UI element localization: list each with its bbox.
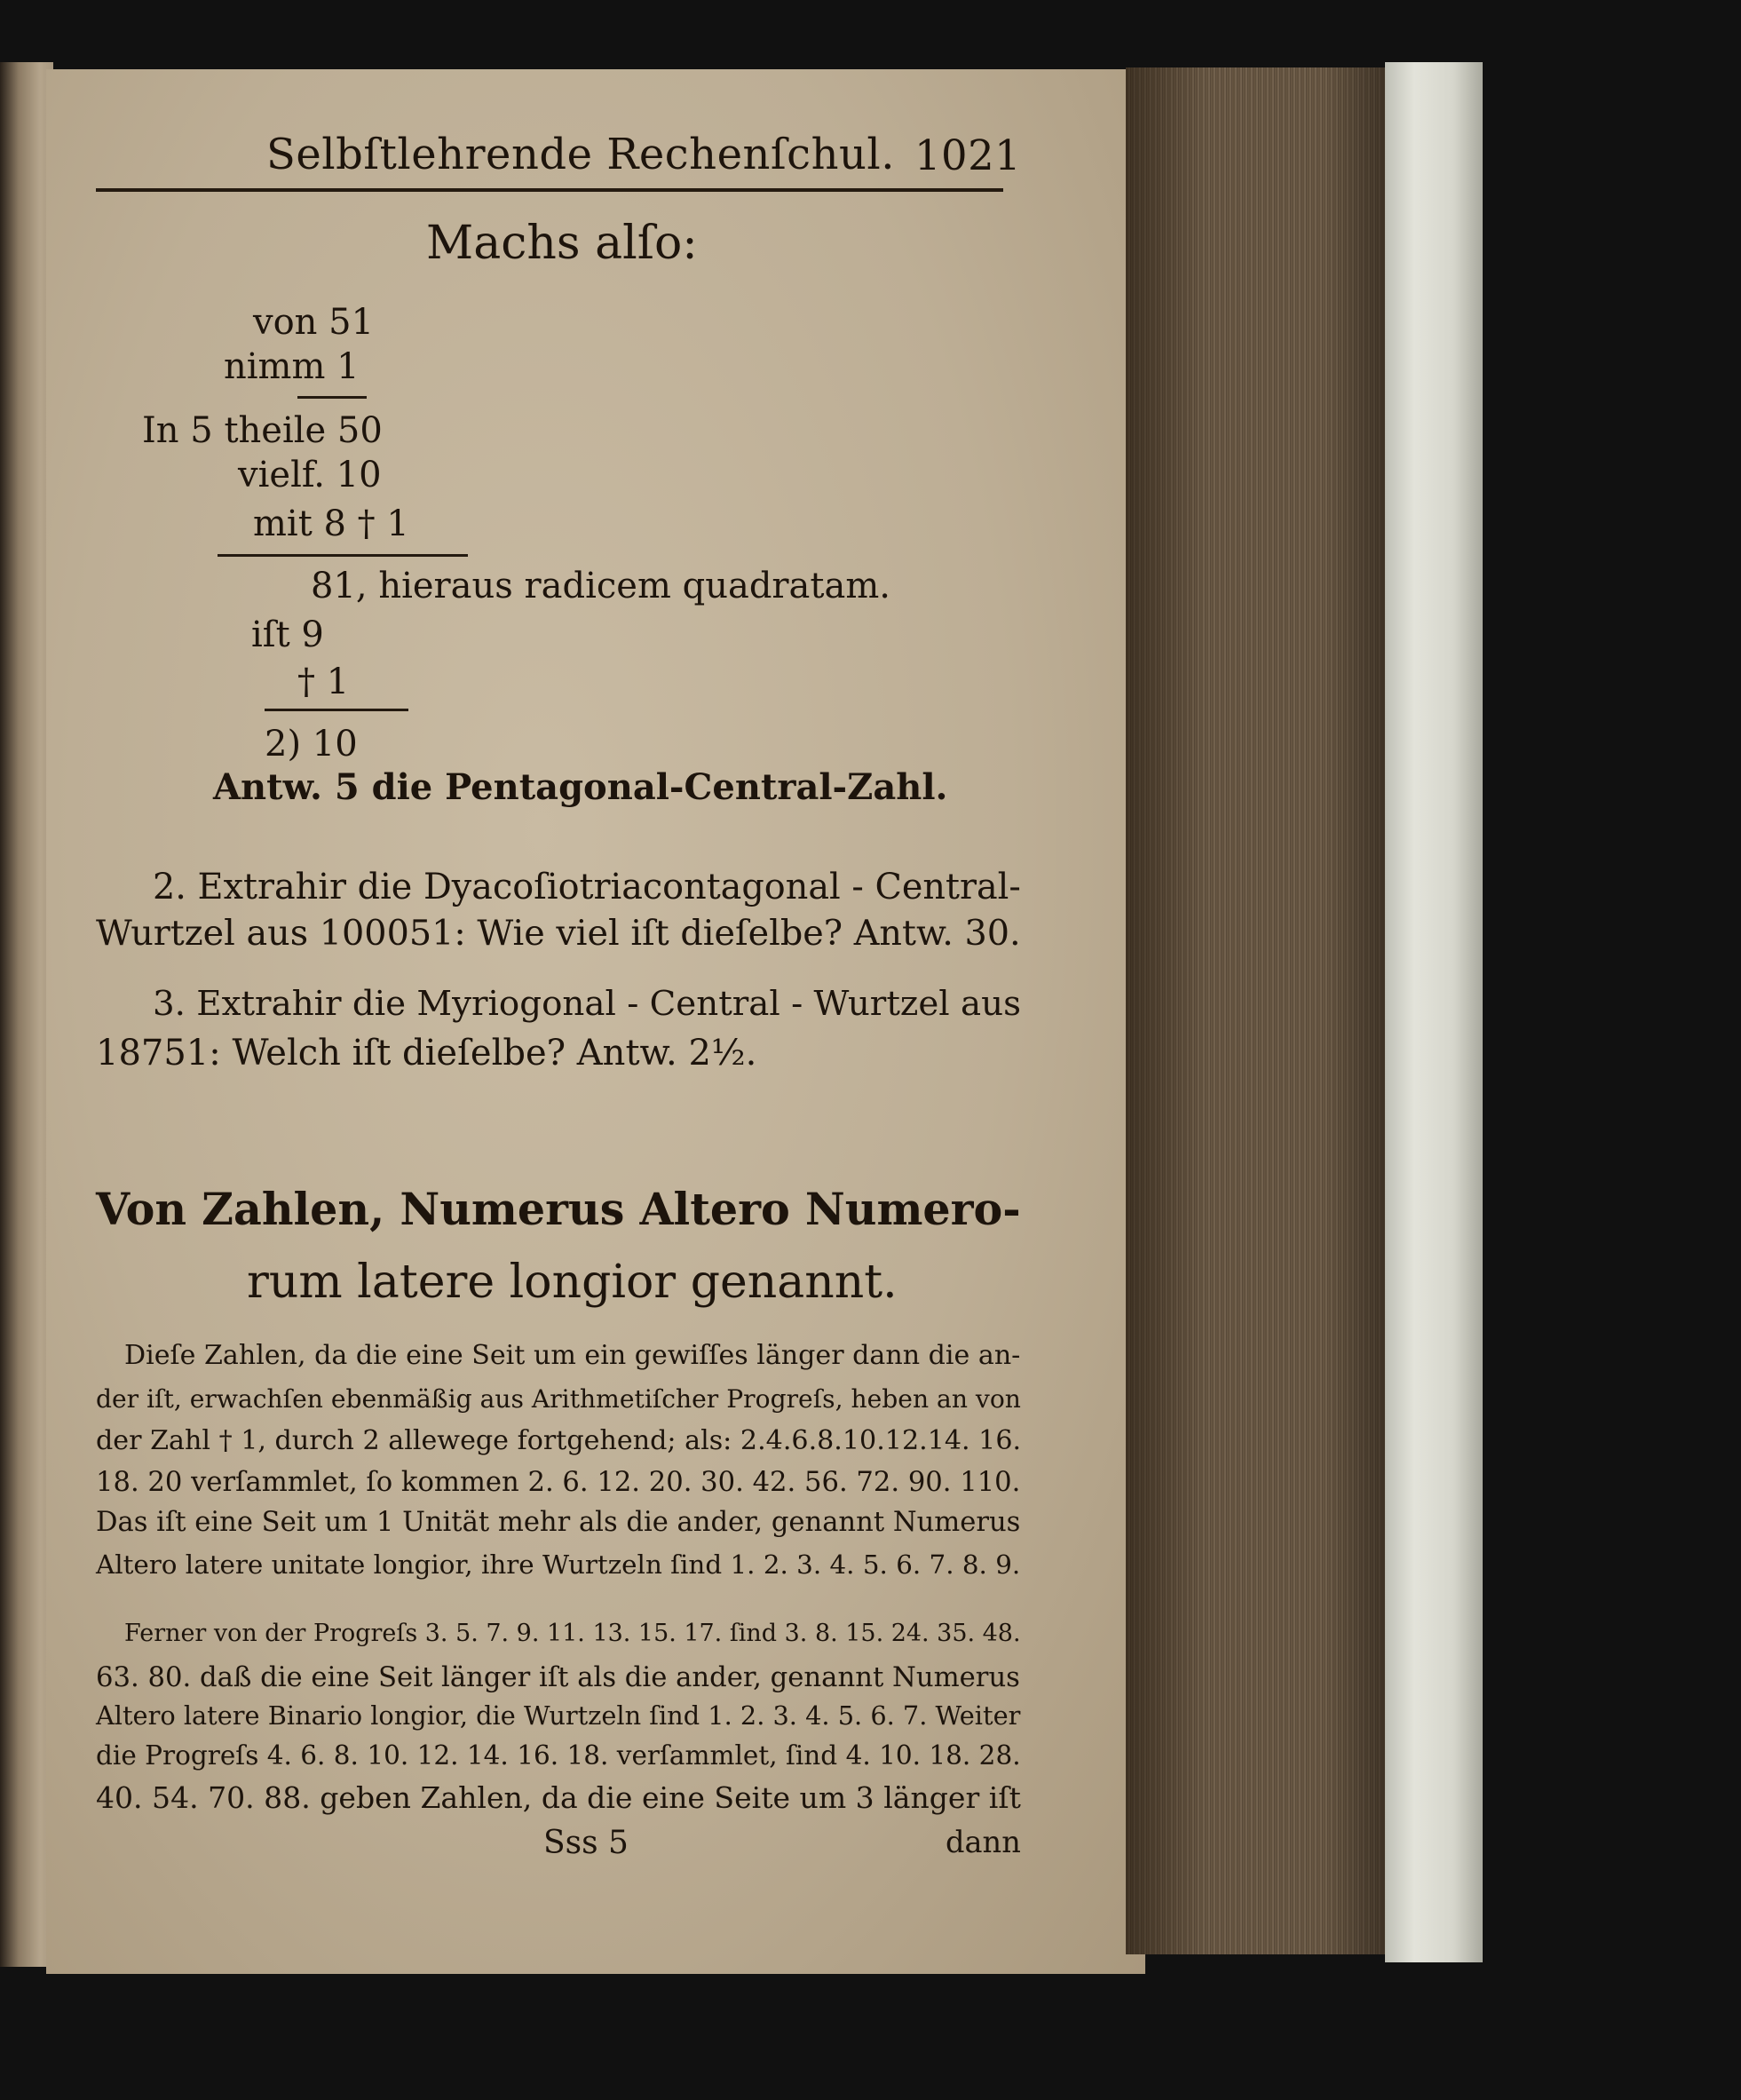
calc-line-2: nimm 1: [224, 346, 360, 387]
problem-3-line-2: 18751: Welch iſt dieſelbe? Antw. 2½.: [96, 1033, 757, 1074]
fore-edge-shading: [1126, 67, 1390, 1954]
paragraph-2-line-4: die Progreſs 4. 6. 8. 10. 12. 14. 16. 18. verſammlet, ſind 4. 10. 18. 28.: [96, 1740, 1021, 1771]
paragraph-1-line-2: der iſt, erwachſen ebenmäßig aus Arithmetiſcher Progreſs, heben an von: [96, 1384, 1021, 1414]
page-number: 1021: [914, 131, 1022, 179]
paragraph-1-line-5: Das iſt eine Seit um 1 Unität mehr als die ander, genannt Numerus: [96, 1507, 1021, 1538]
calc-line-7: iſt 9: [251, 614, 324, 655]
section-title-line-2: rum latere longior genannt.: [247, 1256, 898, 1309]
calc-rule-1: [297, 396, 367, 399]
problem-2-line-1: 2. Extrahir die Dyacoſiotriacontagonal - Central-: [153, 867, 1021, 907]
paragraph-1-line-1: Dieſe Zahlen, da die eine Seit um ein gewiſſes länger dann die an-: [124, 1340, 1021, 1371]
problem-2-line-2: Wurtzel aus 100051: Wie viel iſt dieſelbe? Antw. 30.: [96, 913, 1021, 954]
calc-rule-3: [265, 709, 408, 711]
calc-answer: Antw. 5 die Pentagonal-Central-Zahl.: [213, 766, 948, 808]
header-rule: [96, 188, 1003, 192]
left-page-edge: [0, 62, 53, 1967]
calc-line-6: 81, hieraus radicem quadratam.: [311, 566, 890, 606]
running-title: Selbſtlehrende Rechenſchul.: [266, 130, 895, 179]
paragraph-2-line-2: 63. 80. daß die eine Seit länger iſt als die ander, genannt Numerus: [96, 1662, 1020, 1693]
section-title-line-1: Von Zahlen, Numerus Altero Numero-: [96, 1184, 1021, 1235]
book-cover-edge: [1385, 62, 1483, 1962]
paragraph-2-line-5: 40. 54. 70. 88. geben Zahlen, da die eine Seite um 3 länger iſt: [96, 1780, 1021, 1815]
problem-3-line-1: 3. Extrahir die Myriogonal - Central - Wurtzel aus: [153, 984, 1021, 1024]
paragraph-1-line-3: der Zahl † 1, durch 2 allewege fortgehend; als: 2.4.6.8.10.12.14. 16.: [96, 1425, 1022, 1456]
calc-line-3: In 5 theile 50: [142, 410, 383, 451]
catchword: dann: [946, 1825, 1021, 1859]
signature-mark: Sss 5: [543, 1825, 629, 1861]
calc-line-9: 2) 10: [265, 724, 358, 765]
calc-line-1: von 51: [253, 302, 375, 343]
calc-rule-2: [218, 554, 468, 557]
paragraph-1-line-4: 18. 20 verſammlet, ſo kommen 2. 6. 12. 20. 30. 42. 56. 72. 90. 110.: [96, 1467, 1021, 1498]
paragraph-2-line-1: Ferner von der Progreſs 3. 5. 7. 9. 11. 13. 15. 17. ſind 3. 8. 15. 24. 35. 48.: [124, 1620, 1021, 1647]
calc-line-8: † 1: [297, 662, 350, 702]
paragraph-2-line-3: Altero latere Binario longior, die Wurtzeln ſind 1. 2. 3. 4. 5. 6. 7. Weiter: [96, 1700, 1021, 1731]
calc-heading: Machs alſo:: [426, 217, 698, 270]
paragraph-1-line-6: Altero latere unitate longior, ihre Wurtzeln ſind 1. 2. 3. 4. 5. 6. 7. 8. 9.: [96, 1549, 1021, 1580]
calc-line-5: mit 8 † 1: [253, 503, 409, 544]
calc-line-4: vielf. 10: [238, 455, 382, 495]
